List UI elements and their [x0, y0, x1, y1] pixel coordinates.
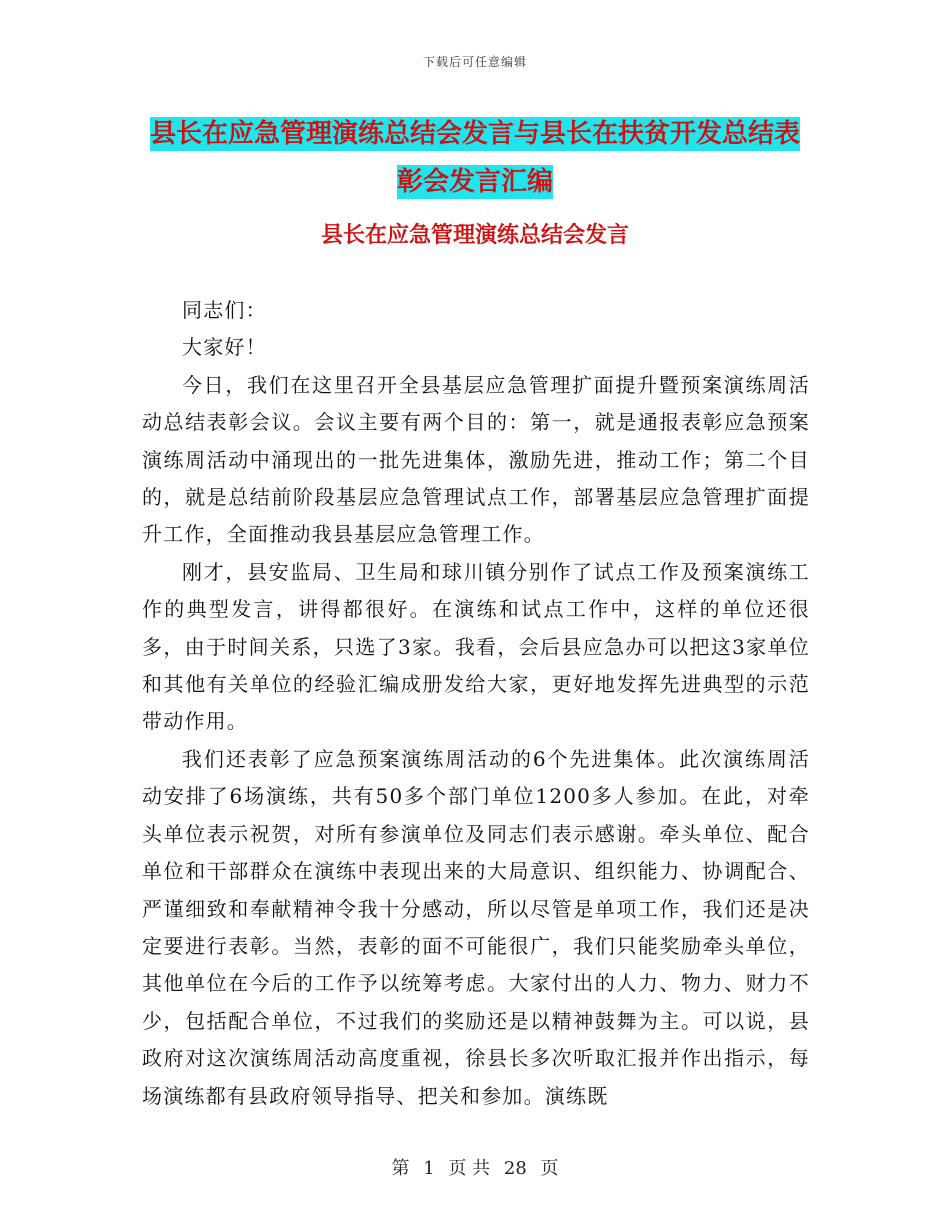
header-note: 下载后可任意编辑: [422, 55, 527, 69]
paragraph: 今日，我们在这里召开全县基层应急管理扩面提升暨预案演练周活动总结表彰会议。会议主要有两个目的：第一，就是通报表彰应急预案演练周活动中涌现出的一批先进集体，激励先进，推动工作；第二个目的，就是总结前阶段基层应急管理试点工作，部署基层应急管理扩面提升工作，全面推动我县基层应急管理工作。: [142, 372, 810, 547]
section-title: 县长在应急管理演练总结会发言: [320, 223, 629, 248]
page-footer: [0, 1154, 950, 1180]
page-number: 1: [423, 1158, 435, 1179]
paragraph: 我们还表彰了应急预案演练周活动的6个先进集体。此次演练周活动安排了6场演练，共有50多个部门单位1200多人参加。在此，对牵头单位表示祝贺，对所有参演单位及同志们表示感谢。牵头单位、配合单位和干部群众在演练中表现出来的大局意识、组织能力、协调配合、严谨细致和奉献精神令我十分感动，所以尽管是单项工作，我们还是决定要进行表彰。当然，表彰的面不可能很广，我们只能奖励牵头单位，其他单位在今后的工作予以统筹考虑。大家付出的人力、物力、财力不少，包括配合单位，不过我们的奖励还是以精神鼓舞为主。可以说，县政府对这次演练周活动高度重视，徐县长多次听取汇报并作出指示，每场演练都有县政府领导指导、把关和参加。演练既: [142, 746, 810, 1108]
footer-mid: 页 共: [448, 1158, 491, 1179]
paragraph: 刚才，县安监局、卫生局和球川镇分别作了试点工作及预案演练工作的典型发言，讲得都很好。在演练和试点工作中，这样的单位还很多，由于时间关系，只选了3家。我看，会后县应急办可以把这3家单位和其他有关单位的经验汇编成册发给大家，更好地发挥先进典型的示范带动作用。: [142, 559, 810, 734]
footer-suffix: 页: [540, 1158, 559, 1179]
paragraph: 大家好！: [182, 335, 267, 360]
page-total: 28: [503, 1158, 527, 1179]
main-title: [140, 110, 810, 206]
footer-prefix: 第: [391, 1158, 410, 1179]
body-text: [142, 292, 810, 1115]
paragraph: 同志们：: [182, 298, 267, 322]
main-title-text: 县长在应急管理演练总结会发言与县长在扶贫开发总结表彰会发言汇编: [149, 119, 800, 197]
